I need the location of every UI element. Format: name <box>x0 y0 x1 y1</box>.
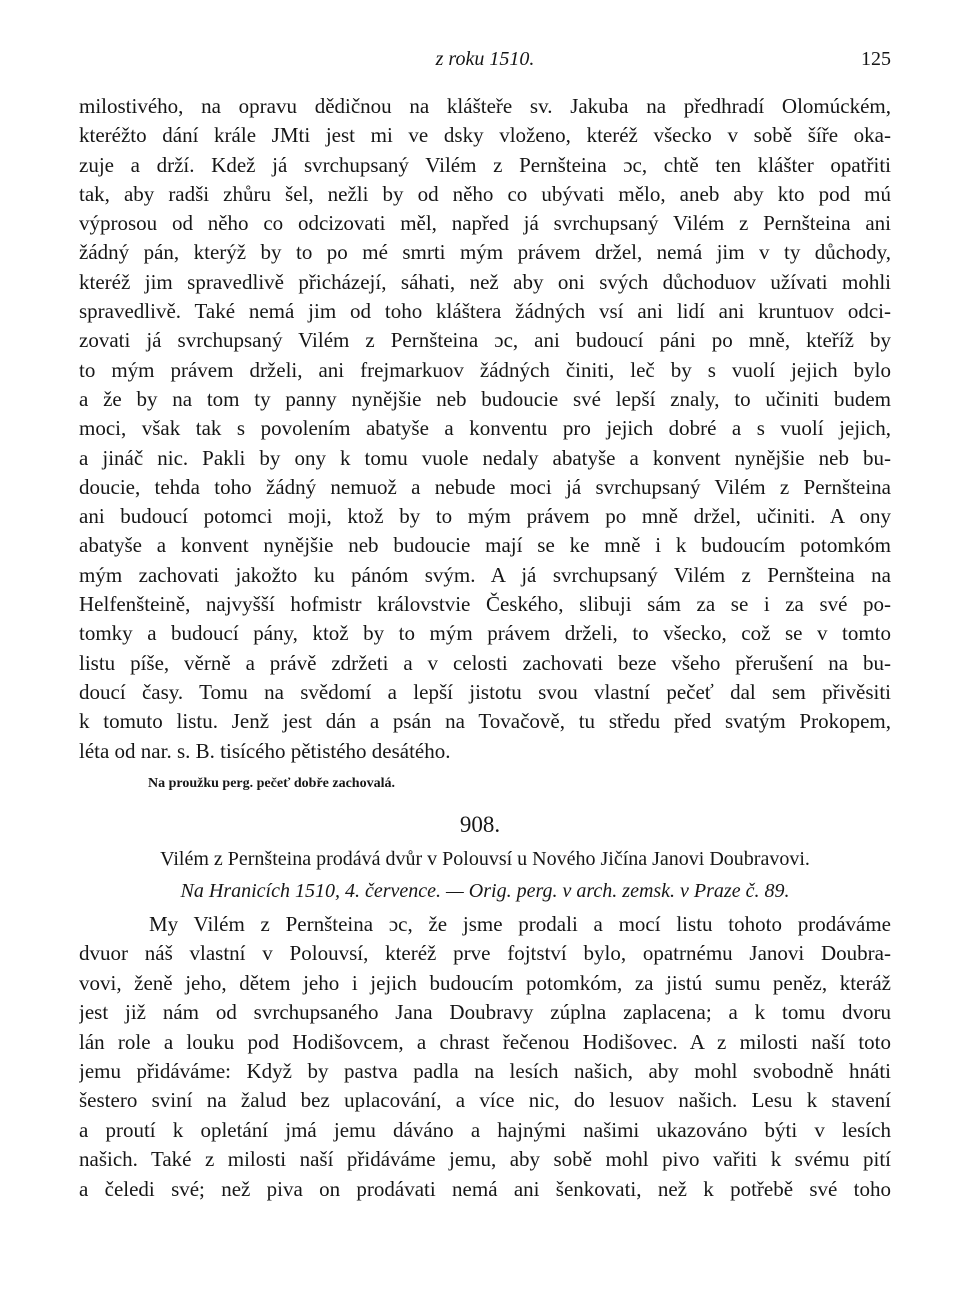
text-line: lán role a louku pod Hodišovcem, a chrast řečenou Hodišovec. A z milosti naší toto <box>79 1029 891 1054</box>
text-line: doucie, tehda toho žádný nemuož a nebude moci já svrchupsaný Vilém z Pernšteina <box>79 474 891 499</box>
document-title: Vilém z Pernšteina prodává dvůr v Polouvsí u Nového Jičína Janovi Doubravovi. <box>160 848 810 870</box>
document-source: Na Hranicích 1510, 4. července. — Orig. perg. v arch. zemsk. v Praze č. 89. <box>180 880 790 902</box>
document-text <box>79 910 891 1204</box>
text-line: a proutí k opletání jmá jemu dáváno a hajnými našimi ukazováno býti v lesích <box>79 1117 891 1142</box>
text-line: jemu přidáváme: Když by pastva padla na lesích našich, aby mohl svobodně hnáti <box>79 1058 891 1083</box>
document-number: 908. <box>459 812 501 837</box>
text-line: a jináč nic. Pakli by ony k tomu vuole nedaly abatyše a konvent nynějšie neb bu- <box>79 445 891 470</box>
text-line: abatyše a konvent nynějšie neb budoucie mají se ke mně i k budoucím potomkóm <box>79 533 891 558</box>
text-line: a že by na tom ty panny nynějšie neb budoucie své lepší znaly, to učiniti budem <box>79 386 891 411</box>
text-line: milostivého, na opravu dědičnou na klášteře sv. Jakuba na předhradí Olomúckém, <box>79 94 891 118</box>
running-head <box>79 46 891 72</box>
text-line: ani budoucí potomci moji, ktož by to mým právem po mně držel, učiniti. A ony <box>79 504 891 529</box>
text-line: léta od nar. s. B. tisícého pětistého desátého. <box>79 738 451 763</box>
text-line: tak, aby radši zhůru šel, nežli by od něho co ubývati mělo, aneb aby kto pod mú <box>79 181 891 206</box>
text-line: našich. Také z milosti naší přidáváme jemu, aby sobě mohl pivo vařiti k svému pití <box>79 1147 891 1172</box>
text-line: doucí časy. Tomu na svědomí a lepší jistotu svou vlastní pečeť dal sem přivěsiti <box>79 679 891 704</box>
text-line: a čeledi své; než piva on prodávati nemá ani šenkovati, než k potřebě své toho <box>79 1176 891 1201</box>
running-title: z roku 1510. <box>435 48 535 70</box>
text-line: dvuor náš vlastní v Polouvsí, kteréž prve fojtství bylo, opatrnému Janovi Doubra- <box>79 941 891 966</box>
text-line: žádný pán, kterýž by to po mé smrti mým právem držel, nemá jim v ty důchody, <box>79 240 891 265</box>
paragraph-continued <box>79 92 891 766</box>
text-line: zuje a drží. Kdež já svrchupsaný Vilém z Pernšteina ɔc, chtě ten klášter opatřiti <box>79 152 891 177</box>
page-number: 125 <box>861 48 891 70</box>
text-line: My Vilém z Pernšteina ɔc, že jsme prodali a mocí listu tohoto prodáváme <box>149 912 891 936</box>
text-line: kteréž jim spravedlivě přicházejí, sáhati, než aby oni svých důchoduov užívati mohli <box>79 269 891 294</box>
text-line: Helfenšteině, najvyšší hofmistr královstvie Českého, slibuji sám za se i za své po- <box>79 592 891 617</box>
text-line: jest již nám od svrchupsaného Jana Doubravy zúplna zaplacena; a k tomu dvoru <box>79 1000 891 1025</box>
text-line: tomky a budoucí pány, ktož by to mým právem drželi, to všecko, což se v tomto <box>79 621 891 646</box>
text-line: spravedlivě. Také nemá jim od toho kláštera žádných vsí ani lidí ani kruntuov odci- <box>79 299 891 324</box>
text-line: vovi, ženě jeho, dětem jeho i jejich budoucím potomkóm, za jistú sumu peněz, kteráž <box>79 970 891 995</box>
text-line: šestero sviní na žalud bez uplacování, a více nic, do lesuov našich. Lesu k stavení <box>79 1088 891 1113</box>
text-line: kteréžto dání krále JMti jest mi ve dsky vloženo, kteréž všecko v sobě šíře oka- <box>79 123 891 148</box>
text-line: to mým právem drželi, ani frejmarkuov žádných činiti, leč by s vuolí jejich bylo <box>79 357 891 382</box>
seal-note: Na proužku perg. pečeť dobře zachovalá. <box>148 776 395 791</box>
text-line: výprosou od něho co odcizovati měl, napřed já svrchupsaný Vilém z Pernšteina ani <box>79 211 891 236</box>
text-line: mým zachovati jakožto ku pánóm svým. A já svrchupsaný Vilém z Pernšteina na <box>79 562 891 587</box>
text-line: k tomuto listu. Jenž jest dán a psán na Tovačově, tu středu před svatým Prokopem, <box>79 709 891 734</box>
text-line: moci, však tak s povolením abatyše a konventu pro jejich dobré a s vuolí jejich, <box>79 416 891 441</box>
text-line: zovati já svrchupsaný Vilém z Pernšteina ɔc, ani budoucí páni po mně, kteříž by <box>79 328 891 353</box>
text-line: listu píše, věrně a právě zdržeti a v celosti zachovati beze všeho přerušení na bu- <box>79 650 891 675</box>
